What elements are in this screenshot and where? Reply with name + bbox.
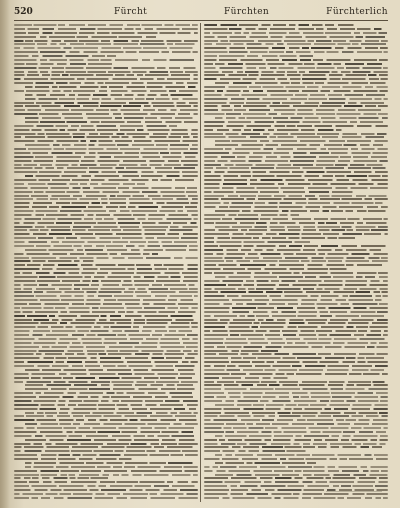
text-line <box>14 435 198 437</box>
text-line <box>14 443 198 445</box>
text-line <box>14 493 198 495</box>
text-line <box>204 82 388 84</box>
text-line <box>204 164 388 166</box>
text-line <box>14 381 198 383</box>
text-line <box>14 470 198 472</box>
text-line <box>204 43 388 45</box>
text-line <box>14 113 198 115</box>
text-line <box>204 140 388 142</box>
text-line <box>14 98 198 100</box>
text-line <box>204 133 388 135</box>
text-line <box>14 237 198 239</box>
text-line <box>204 369 388 371</box>
text-line <box>204 392 388 394</box>
text-line <box>204 214 388 216</box>
text-line <box>204 257 388 259</box>
text-line <box>14 477 198 479</box>
text-line <box>14 133 198 135</box>
text-line <box>14 481 198 483</box>
text-line <box>14 485 198 487</box>
text-line <box>14 241 198 243</box>
text-line <box>14 86 198 88</box>
text-line <box>204 148 388 150</box>
text-line <box>204 94 388 96</box>
text-line <box>14 357 198 359</box>
text-line <box>14 233 198 235</box>
text-line <box>204 78 388 80</box>
header-rule <box>14 20 388 21</box>
text-line <box>14 350 198 352</box>
running-head-center: Fürchten <box>224 7 270 17</box>
text-line <box>14 260 198 262</box>
text-line <box>204 253 388 255</box>
text-line <box>14 198 198 200</box>
text-line <box>14 40 198 42</box>
text-line <box>204 365 388 367</box>
text-line <box>204 470 388 472</box>
text-line <box>14 462 198 464</box>
text-line <box>14 156 198 158</box>
text-line <box>14 338 198 340</box>
running-header <box>14 7 388 21</box>
text-line <box>14 295 198 297</box>
text-line <box>14 222 198 224</box>
text-line <box>204 307 388 309</box>
text-line <box>14 288 198 290</box>
text-line <box>204 330 388 332</box>
text-line <box>204 419 388 421</box>
text-line <box>204 435 388 437</box>
text-line <box>204 47 388 49</box>
text-line <box>14 392 198 394</box>
text-line <box>204 481 388 483</box>
text-line <box>204 183 388 185</box>
text-line <box>14 361 198 363</box>
text-line <box>204 485 388 487</box>
text-line <box>204 229 388 231</box>
text-line <box>14 427 198 429</box>
page-number: 520 <box>14 7 33 17</box>
text-line <box>14 82 198 84</box>
text-line <box>14 408 198 410</box>
text-line <box>204 384 388 386</box>
text-line <box>14 489 198 491</box>
text-line <box>14 144 198 146</box>
text-line <box>204 32 388 34</box>
text-line <box>14 253 198 255</box>
text-line <box>14 423 198 425</box>
text-line <box>204 458 388 460</box>
text-line <box>204 315 388 317</box>
text-line <box>204 381 388 383</box>
text-line <box>14 121 198 123</box>
text-line <box>14 268 198 270</box>
text-line <box>204 412 388 414</box>
text-line <box>14 299 198 301</box>
text-line <box>204 454 388 456</box>
text-line <box>204 167 388 169</box>
library-stamp <box>326 491 382 502</box>
text-line <box>14 446 198 448</box>
text-line <box>204 191 388 193</box>
text-line <box>14 229 198 231</box>
text-line <box>14 43 198 45</box>
text-line <box>14 148 198 150</box>
text-line <box>204 245 388 247</box>
text-line <box>14 105 198 107</box>
text-line <box>14 117 198 119</box>
text-line <box>14 264 198 266</box>
text-line <box>204 427 388 429</box>
text-line <box>14 63 198 65</box>
text-line <box>204 175 388 177</box>
text-line <box>204 71 388 73</box>
text-line <box>204 210 388 212</box>
text-line <box>204 218 388 220</box>
text-line <box>204 179 388 181</box>
text-line <box>14 276 198 278</box>
text-line <box>14 202 198 204</box>
text-line <box>204 171 388 173</box>
text-line <box>204 222 388 224</box>
text-line <box>204 237 388 239</box>
text-line <box>204 272 388 274</box>
text-line <box>204 291 388 293</box>
text-line <box>204 268 388 270</box>
text-line <box>14 59 198 61</box>
running-head-left: Fürcht <box>114 7 148 17</box>
text-line <box>204 24 388 26</box>
text-line <box>204 466 388 468</box>
text-line <box>204 443 388 445</box>
text-line <box>204 404 388 406</box>
text-line <box>14 32 198 34</box>
text-line <box>204 206 388 208</box>
text-line <box>204 102 388 104</box>
text-line <box>204 105 388 107</box>
text-line <box>204 125 388 127</box>
text-line <box>14 94 198 96</box>
text-line <box>14 125 198 127</box>
text-line <box>14 404 198 406</box>
text-line <box>204 350 388 352</box>
text-line <box>204 373 388 375</box>
text-line <box>14 245 198 247</box>
text-line <box>14 102 198 104</box>
text-line <box>14 47 198 49</box>
text-line <box>14 315 198 317</box>
text-line <box>14 303 198 305</box>
text-line <box>14 400 198 402</box>
text-line <box>14 136 198 138</box>
text-line <box>204 113 388 115</box>
text-line <box>204 36 388 38</box>
text-line <box>204 226 388 228</box>
text-line <box>14 164 198 166</box>
text-line <box>14 450 198 452</box>
text-line <box>204 462 388 464</box>
text-line <box>14 78 198 80</box>
text-line <box>14 334 198 336</box>
text-line <box>204 121 388 123</box>
text-line <box>14 431 198 433</box>
text-line <box>204 288 388 290</box>
text-line <box>204 195 388 197</box>
text-line <box>14 311 198 313</box>
text-line <box>204 152 388 154</box>
text-line <box>14 28 198 30</box>
text-line <box>204 439 388 441</box>
text-line <box>204 117 388 119</box>
text-line <box>14 419 198 421</box>
text-line <box>204 361 388 363</box>
text-line <box>14 183 198 185</box>
text-line <box>204 74 388 76</box>
text-line <box>14 326 198 328</box>
text-line <box>14 342 198 344</box>
text-line <box>204 241 388 243</box>
text-column-right <box>204 24 388 502</box>
text-line <box>204 156 388 158</box>
text-line <box>14 109 198 111</box>
text-line <box>204 187 388 189</box>
running-head-right: Fürchterlich <box>326 7 388 17</box>
text-line <box>14 210 198 212</box>
text-line <box>14 307 198 309</box>
text-line <box>204 357 388 359</box>
text-line <box>14 55 198 57</box>
text-line <box>204 67 388 69</box>
text-line <box>14 497 198 499</box>
text-line <box>14 474 198 476</box>
text-line <box>14 191 198 193</box>
text-line <box>14 36 198 38</box>
text-line <box>204 299 388 301</box>
text-line <box>14 454 198 456</box>
text-line <box>14 412 198 414</box>
text-line <box>14 322 198 324</box>
text-line <box>204 249 388 251</box>
text-line <box>14 466 198 468</box>
text-line <box>204 377 388 379</box>
text-line <box>204 326 388 328</box>
text-line <box>204 136 388 138</box>
text-line <box>14 24 198 26</box>
text-line <box>204 353 388 355</box>
text-line <box>14 218 198 220</box>
text-line <box>14 140 198 142</box>
text-line <box>14 175 198 177</box>
text-line <box>14 214 198 216</box>
text-line <box>204 280 388 282</box>
text-line <box>14 272 198 274</box>
text-line <box>14 346 198 348</box>
text-line <box>14 67 198 69</box>
text-line <box>14 415 198 417</box>
text-line <box>14 280 198 282</box>
text-line <box>14 319 198 321</box>
text-line <box>14 195 198 197</box>
text-line <box>204 40 388 42</box>
text-line <box>14 257 198 259</box>
text-line <box>14 291 198 293</box>
text-line <box>204 109 388 111</box>
text-line <box>204 55 388 57</box>
text-line <box>204 477 388 479</box>
text-line <box>14 187 198 189</box>
text-line <box>204 284 388 286</box>
text-line <box>204 295 388 297</box>
text-line <box>14 90 198 92</box>
text-line <box>204 90 388 92</box>
text-line <box>14 330 198 332</box>
text-line <box>14 373 198 375</box>
text-line <box>204 319 388 321</box>
text-line <box>14 249 198 251</box>
column-divider <box>200 23 201 502</box>
text-line <box>204 415 388 417</box>
text-line <box>14 167 198 169</box>
text-line <box>204 59 388 61</box>
text-line <box>204 144 388 146</box>
text-line <box>14 384 198 386</box>
text-line <box>14 365 198 367</box>
text-line <box>204 423 388 425</box>
text-line <box>204 303 388 305</box>
text-line <box>204 311 388 313</box>
text-line <box>14 171 198 173</box>
text-line <box>204 28 388 30</box>
text-line <box>14 206 198 208</box>
text-column-left <box>14 24 198 502</box>
text-line <box>14 179 198 181</box>
text-line <box>204 408 388 410</box>
text-line <box>14 439 198 441</box>
text-line <box>14 74 198 76</box>
text-line <box>14 396 198 398</box>
text-line <box>14 284 198 286</box>
text-line <box>204 338 388 340</box>
text-line <box>204 450 388 452</box>
text-line <box>14 129 198 131</box>
text-line <box>204 86 388 88</box>
text-line <box>204 98 388 100</box>
text-line <box>204 198 388 200</box>
text-line <box>14 51 198 53</box>
text-line <box>204 388 388 390</box>
text-line <box>14 377 198 379</box>
text-line <box>204 342 388 344</box>
text-line <box>204 63 388 65</box>
text-line <box>204 276 388 278</box>
text-line <box>204 264 388 266</box>
text-line <box>204 260 388 262</box>
text-line <box>14 226 198 228</box>
text-line <box>204 396 388 398</box>
text-line <box>14 71 198 73</box>
text-line <box>204 202 388 204</box>
text-line <box>204 474 388 476</box>
text-line <box>204 129 388 131</box>
text-line <box>204 322 388 324</box>
text-line <box>14 353 198 355</box>
text-line <box>204 334 388 336</box>
text-line <box>14 369 198 371</box>
text-line <box>204 400 388 402</box>
text-line <box>204 346 388 348</box>
text-line <box>204 233 388 235</box>
text-line <box>204 51 388 53</box>
text-line <box>14 458 198 460</box>
text-line <box>204 431 388 433</box>
text-line <box>204 160 388 162</box>
text-line <box>204 446 388 448</box>
text-line <box>14 388 198 390</box>
text-line <box>14 152 198 154</box>
text-line <box>14 160 198 162</box>
